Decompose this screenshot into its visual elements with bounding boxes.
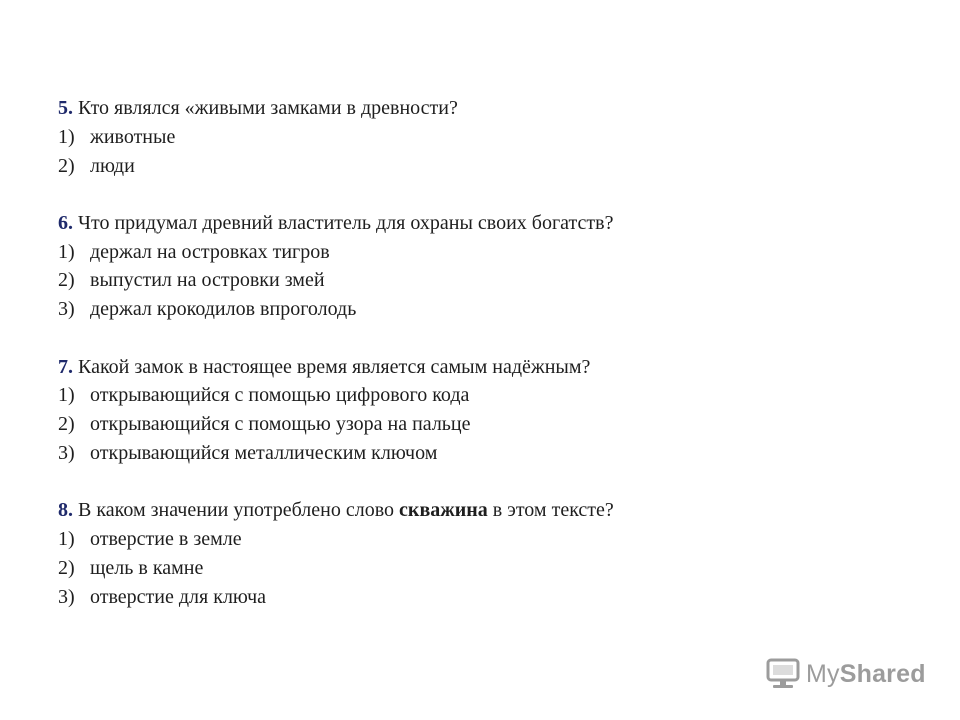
option-number: 1): [58, 125, 75, 148]
answer-option: [58, 295, 918, 324]
option-number: 3): [58, 441, 75, 464]
option-number: 1): [58, 384, 75, 407]
option-label: открывающийся с помощью цифрового кода: [90, 384, 470, 407]
option-label: отверстие для ключа: [90, 585, 267, 608]
logo-text-light: My: [806, 659, 840, 688]
question-number: 6.: [58, 211, 73, 234]
option-label: выпустил на островки змей: [90, 269, 325, 292]
question-text: [58, 209, 918, 238]
question-text: [58, 353, 918, 382]
answer-option: [58, 410, 918, 439]
logo-text-bold: Shared: [839, 659, 926, 688]
question-number: 8.: [58, 499, 73, 522]
option-label: держал на островках тигров: [90, 240, 330, 263]
answer-option: [58, 525, 918, 554]
option-number: 1): [58, 528, 75, 551]
question-label: Что придумал древний властитель для охраны своих богатств?: [78, 211, 614, 234]
option-number: 2): [58, 269, 75, 292]
answer-option: [58, 266, 918, 295]
logo-text: [806, 660, 926, 689]
question-number: 7.: [58, 355, 73, 378]
computer-icon: [766, 657, 800, 691]
option-label: открывающийся с помощью узора на пальце: [90, 413, 471, 436]
question-label: Кто являлся «живыми замками в древности?: [78, 97, 458, 119]
answer-option: [58, 554, 918, 583]
question-5: [58, 94, 918, 180]
question-6: [58, 209, 918, 324]
option-number: 2): [58, 154, 75, 177]
question-text: [58, 94, 918, 123]
question-7: [58, 353, 918, 468]
quiz-content: [58, 94, 918, 640]
myshared-logo[interactable]: [766, 656, 926, 692]
question-text: [58, 496, 918, 525]
answer-option: [58, 583, 918, 612]
option-label: отверстие в земле: [90, 528, 242, 551]
option-number: 2): [58, 556, 75, 579]
question-8: [58, 496, 918, 611]
question-keyword: скважина: [399, 499, 488, 522]
question-label-before: В каком значении употреблено слово: [78, 499, 395, 522]
option-label: открывающийся металлическим ключом: [90, 441, 438, 464]
answer-option: [58, 381, 918, 410]
question-label-after: в этом тексте?: [492, 499, 614, 522]
option-number: 1): [58, 240, 75, 263]
option-label: люди: [90, 154, 135, 177]
answer-option: [58, 238, 918, 267]
option-number: 3): [58, 585, 75, 608]
option-label: держал крокодилов впроголодь: [90, 298, 357, 321]
question-number: 5.: [58, 97, 73, 119]
answer-option: [58, 123, 918, 152]
option-number: 2): [58, 413, 75, 436]
option-label: животные: [90, 125, 176, 148]
option-number: 3): [58, 298, 75, 321]
option-label: щель в камне: [90, 556, 204, 579]
question-label: Какой замок в настоящее время является самым надёжным?: [78, 355, 591, 378]
answer-option: [58, 152, 918, 181]
answer-option: [58, 439, 918, 468]
